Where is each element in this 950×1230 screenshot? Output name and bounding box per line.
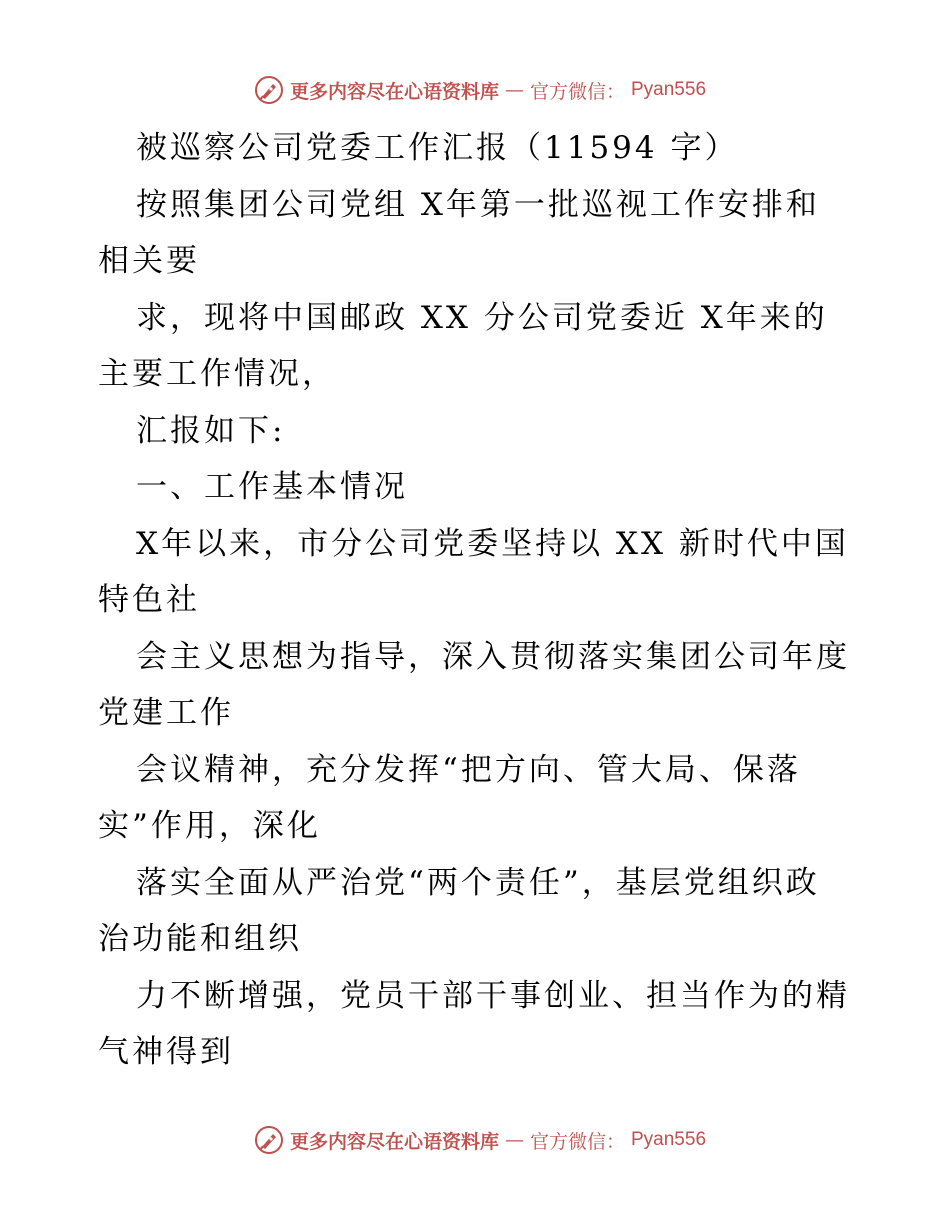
banner-wechat-id: Pyan556 (631, 1129, 707, 1150)
document-line: 汇报如下: (136, 412, 286, 449)
document-line: 会主义思想为指导，深入贯彻落实集团公司年度 (136, 638, 850, 675)
document-line: 一、工作基本情况 (136, 469, 408, 505)
document-line: 求，现将中国邮政 XX 分公司党委近 X年来的 (136, 299, 828, 336)
document-line: 特色社 (98, 582, 200, 618)
banner-dash: — (504, 1129, 524, 1151)
document-line: 主要工作情况， (98, 356, 336, 392)
document-line: 相关要 (98, 243, 200, 279)
banner-wechat-label: 官方微信： (529, 1130, 625, 1153)
banner-title: 更多内容尽在心语资料库 (289, 1130, 499, 1153)
banner-dash: — (504, 79, 524, 101)
document-line: 落实全面从严治党“两个责任”，基层党组织政 (136, 864, 820, 901)
document-body (98, 120, 858, 1081)
pen-nib-logo-icon (254, 75, 284, 105)
document-line: 会议精神，充分发挥“把方向、管大局、保落 (136, 751, 801, 788)
footer-banner (0, 1120, 950, 1160)
document-line: 实”作用，深化 (98, 808, 321, 844)
banner-wechat-label: 官方微信： (529, 80, 625, 103)
banner-wechat-id: Pyan556 (631, 79, 707, 100)
document-line: X年以来，市分公司党委坚持以 XX 新时代中国 (136, 525, 849, 562)
document-line: 力不断增强，党员干部干事创业、担当作为的精 (136, 977, 850, 1014)
header-banner (0, 70, 950, 110)
pen-nib-logo-icon (254, 1125, 284, 1155)
banner-title: 更多内容尽在心语资料库 (289, 80, 499, 103)
document-line: 气神得到 (98, 1034, 234, 1070)
document-line: 治功能和组织 (98, 921, 302, 957)
document-line: 被巡察公司党委工作汇报（11594 字） (136, 130, 739, 166)
document-line: 按照集团公司党组 X年第一批巡视工作安排和 (136, 186, 820, 223)
header-banner-inner (254, 75, 706, 105)
document-line: 党建工作 (98, 695, 234, 731)
footer-banner-inner (254, 1125, 706, 1155)
